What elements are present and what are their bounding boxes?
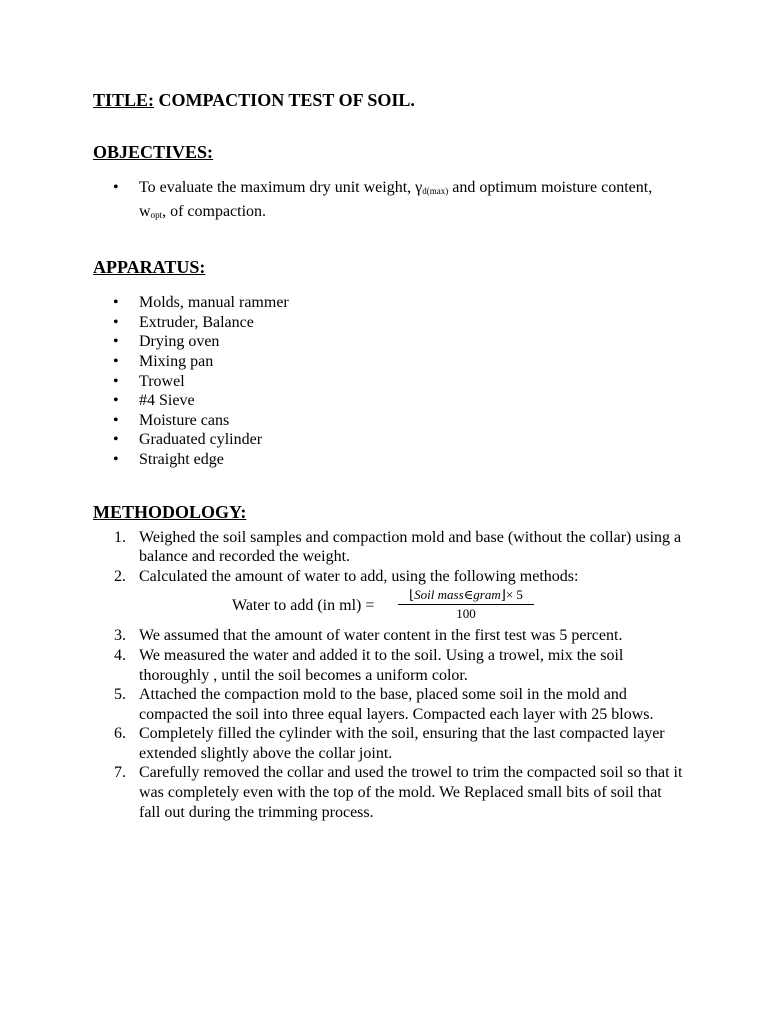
step-text: Carefully removed the collar and used the trowel to trim the compacted soil so that it was completely even with the top of the mold. We Replaced small bits of soil that fall out during the trimming process. [139, 764, 683, 821]
methodology-step [93, 626, 683, 646]
apparatus-item: • Molds, manual rammer [93, 293, 683, 313]
step-number: 5. [114, 686, 126, 704]
apparatus-list [93, 293, 683, 469]
methodology-step [93, 763, 683, 822]
formula-numerator [398, 586, 534, 605]
methodology-step [93, 528, 683, 567]
apparatus-heading: APPARATUS: [93, 257, 206, 278]
apparatus-item: • Extruder, Balance [93, 313, 683, 333]
numerator-multiplier: × 5 [505, 587, 523, 603]
methodology-step [93, 685, 683, 724]
step-text: We assumed that the amount of water content in the first test was 5 percent. [139, 627, 623, 645]
step-number: 3. [114, 627, 126, 645]
methodology-heading: METHODOLOGY: [93, 501, 247, 522]
numerator-open-bracket: ⌊ [409, 587, 415, 603]
apparatus-item: • Graduated cylinder [93, 430, 683, 450]
step-text: Weighed the soil samples and compaction mold and base (without the collar) using a balance and recorded the weight. [139, 528, 682, 566]
numerator-close-bracket: ⌋ [500, 587, 506, 603]
formula-denominator: 100 [456, 606, 476, 622]
formula-fraction [398, 586, 534, 622]
objective-sub-dmax: d(max) [422, 186, 449, 196]
numerator-text: Soil mass∈gram [414, 587, 501, 603]
document-title [93, 88, 683, 112]
methodology-list [93, 528, 683, 587]
objectives-list [93, 178, 683, 225]
methodology-step [93, 646, 683, 685]
apparatus-item: • #4 Sieve [93, 391, 683, 411]
objective-text-2: and optimum moisture content, w [139, 179, 653, 220]
objectives-heading: OBJECTIVES: [93, 142, 214, 162]
apparatus-item: • Straight edge [93, 450, 683, 470]
step-number: 7. [114, 764, 126, 782]
step-text: We measured the water and added it to the soil. Using a trowel, mix the soil thoroughly , until the soil becomes a uniform color. [139, 646, 624, 684]
objective-sub-opt: opt [150, 209, 163, 220]
step-number: 6. [114, 725, 126, 743]
step-text: Attached the compaction mold to the base, placed some soil in the mold and compacted the soil into three equal layers. Compacted each layer with 25 blows. [139, 686, 654, 723]
formula-lhs: Water to add (in ml) = [232, 597, 375, 615]
apparatus-item: • Drying oven [93, 332, 683, 352]
water-formula [93, 586, 683, 626]
apparatus-item: • Mixing pan [93, 352, 683, 372]
apparatus-item: • Moisture cans [93, 411, 683, 431]
step-text: Completely filled the cylinder with the soil, ensuring that the last compacted layer extended slightly above the collar joint. [139, 725, 665, 762]
step-number: 2. [114, 567, 126, 585]
title-label: TITLE: [93, 90, 155, 110]
step-text: Calculated the amount of water to add, using the following methods: [139, 567, 579, 585]
apparatus-item: • Trowel [93, 372, 683, 392]
document-page [93, 88, 683, 822]
objective-item [93, 178, 683, 225]
methodology-step [93, 567, 683, 587]
methodology-step [93, 724, 683, 763]
step-number: 1. [114, 528, 126, 546]
objective-text-1: To evaluate the maximum dry unit weight, γ [139, 179, 423, 196]
title-text: COMPACTION TEST OF SOIL. [154, 90, 415, 110]
methodology-list-continued [93, 626, 683, 822]
objective-text-3: , of compaction. [162, 202, 267, 220]
step-number: 4. [114, 646, 126, 664]
